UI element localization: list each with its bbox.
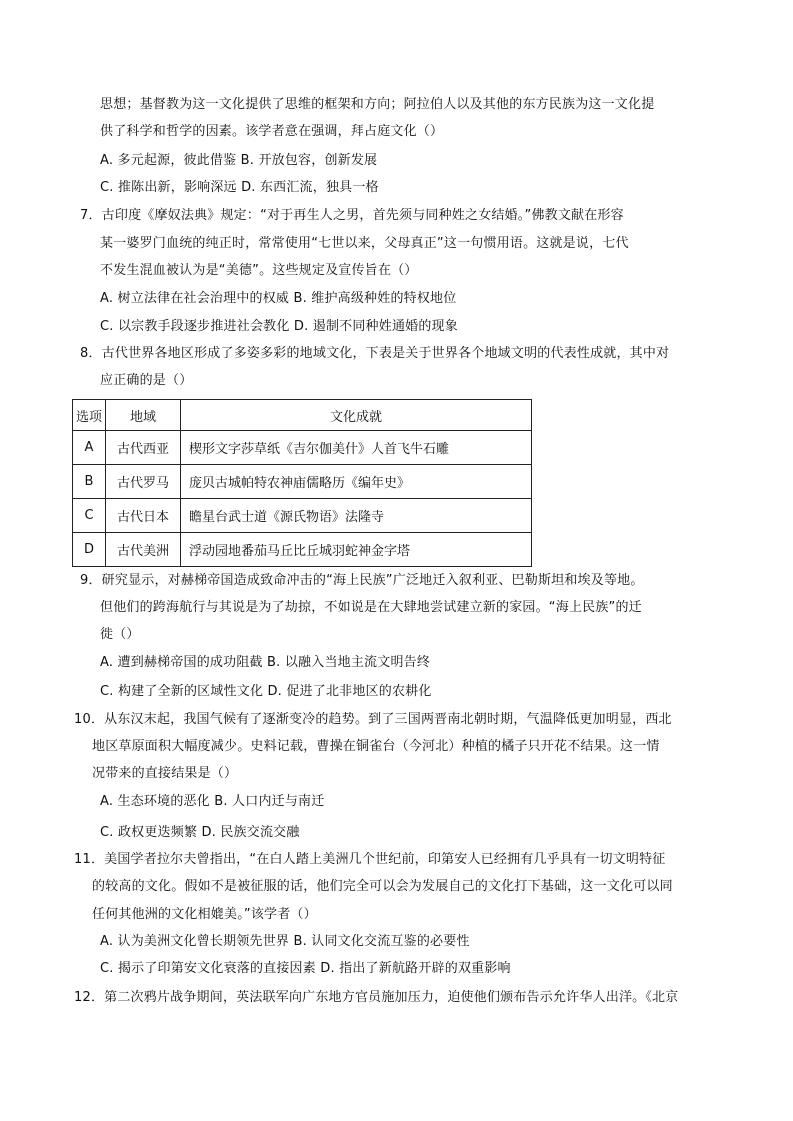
q10-stem-line-2: 地区草原面积大幅度减少。史料记载，曹操在铜雀台（今河北）种植的橘子只开花不结果。这一情 [92,739,660,754]
table-cell-achievement: 浮动园地番茄马丘比丘城羽蛇神金字塔 [181,533,532,567]
q7-options-cd: C. 以宗教手段逐步推进社会教化 D. 遏制不同种姓通婚的现象 [100,319,458,334]
table-cell-option: A [73,431,106,465]
table-cell-option: C [73,499,106,533]
table-cell-option: B [73,465,106,499]
q11-options-ab: A. 认为美洲文化曾长期领先世界 B. 认同文化交流互鉴的必要性 [100,934,470,949]
q7-stem-line-1: 7．古印度《摩奴法典》规定：“对于再生人之男，首先须与同种姓之女结婚。”佛教文献在形容 [80,208,624,223]
q7-stem-line-3: 不发生混血被认为是“美德”。这些规定及宣传旨在（） [100,263,418,278]
q6-options-cd: C. 推陈出新，影响深远 D. 东西汇流，独具一格 [100,180,379,195]
q9-stem-line-2: 但他们的跨海航行与其说是为了劫掠，不如说是在大肆地尝试建立新的家园。“海上民族”的迁 [100,600,642,615]
q10-stem-line-1: 10．从东汉末起，我国气候有了逐渐变冷的趋势。到了三国两晋南北朝时期，气温降低更加明显，西北 [74,712,672,727]
q6-text-line-2: 供了科学和哲学的因素。该学者意在强调，拜占庭文化（） [100,124,444,139]
table-header-option: 选项 [73,400,106,431]
q11-stem-line-1: 11．美国学者拉尔夫曾指出，“在白人踏上美洲几个世纪前，印第安人已经拥有几乎具有一切文明特征 [74,852,666,867]
q12-stem-line-1: 12．第二次鸦片战争期间，英法联军向广东地方官员施加压力，迫使他们颁布告示允许华人出洋。《北京 [74,990,679,1005]
q9-stem-line-3: 徙（） [100,627,140,642]
table-cell-region: 古代日本 [106,499,181,533]
table-cell-region: 古代美洲 [106,533,181,567]
table-row [73,431,532,465]
table-cell-achievement: 庞贝古城帕特农神庙儒略历《编年史》 [181,465,532,499]
table-row [73,499,532,533]
table-cell-option: D [73,533,106,567]
q8-stem-line-1: 8．古代世界各地区形成了多姿多彩的地域文化，下表是关于世界各个地域文明的代表性成就，其中对 [80,346,670,361]
q10-options-ab: A. 生态环境的恶化 B. 人口内迁与南迁 [100,794,325,809]
q8-stem-line-2: 应正确的是（） [100,373,193,388]
q11-options-cd: C. 揭示了印第安文化衰落的直接因素 D. 指出了新航路开辟的双重影响 [100,961,511,976]
table-header-row [73,400,532,431]
regional-culture-table [72,399,532,567]
table-row [73,465,532,499]
q9-stem-line-1: 9．研究显示，对赫梯帝国造成致命冲击的“海上民族”广泛地迁入叙利亚、巴勒斯坦和埃及等地。 [80,573,644,588]
table-cell-region: 古代西亚 [106,431,181,465]
q10-options-cd: C. 政权更迭频繁 D. 民族交流交融 [100,825,300,840]
table-row [73,533,532,567]
q6-options-ab: A. 多元起源，彼此借鉴 B. 开放包容，创新发展 [100,153,378,168]
q7-stem-line-2: 某一婆罗门血统的纯正时，常常使用“七世以来，父母真正”这一句惯用语。这就是说，七代 [100,236,629,251]
table-cell-region: 古代罗马 [106,465,181,499]
table-cell-achievement: 楔形文字莎草纸《吉尔伽美什》人首飞牛石雕 [181,431,532,465]
q9-options-cd: C. 构建了全新的区域性文化 D. 促进了北非地区的农耕化 [100,684,432,699]
q7-options-ab: A. 树立法律在社会治理中的权威 B. 维护高级种姓的特权地位 [100,291,457,306]
table-header-region: 地域 [106,400,181,431]
q11-stem-line-2: 的较高的文化。假如不是被征服的话，他们完全可以会为发展自己的文化打下基础，这一文化可以同 [92,879,673,894]
table-cell-achievement: 瞻星台武士道《源氏物语》法隆寺 [181,499,532,533]
q10-stem-line-3: 况带来的直接结果是（） [92,766,238,781]
q9-options-ab: A. 遭到赫梯帝国的成功阻截 B. 以融入当地主流文明告终 [100,655,431,670]
q6-text-line-1: 思想；基督教为这一文化提供了思维的框架和方向；阿拉伯人以及其他的东方民族为这一文化提 [100,97,655,112]
q11-stem-line-3: 任何其他洲的文化相媲美。”该学者（） [92,907,317,922]
table-header-achievement: 文化成就 [181,400,532,431]
